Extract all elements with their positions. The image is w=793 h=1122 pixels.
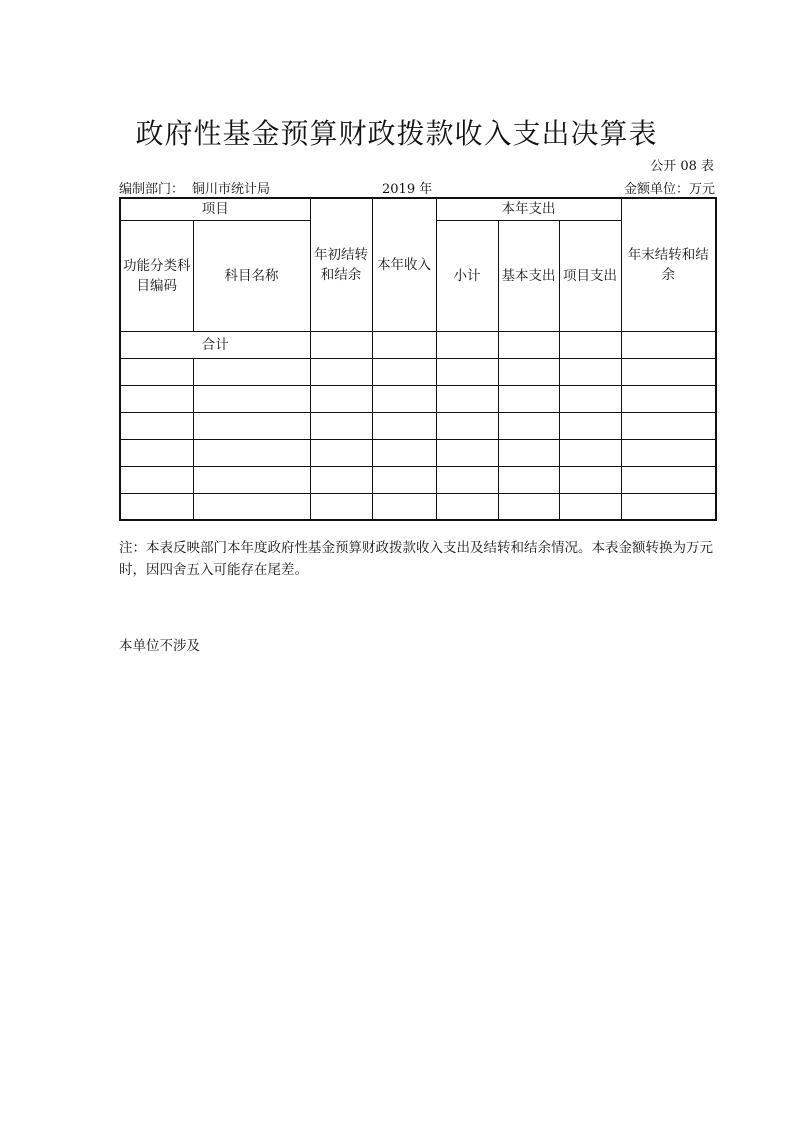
table-cell bbox=[193, 466, 310, 493]
table-cell bbox=[120, 412, 193, 439]
table-row bbox=[120, 412, 716, 439]
table-cell bbox=[120, 493, 193, 520]
table-cell bbox=[193, 358, 310, 385]
table-cell bbox=[621, 412, 716, 439]
table-cell bbox=[310, 466, 372, 493]
table-cell bbox=[372, 412, 436, 439]
table-cell bbox=[436, 358, 498, 385]
table-cell bbox=[436, 385, 498, 412]
table-cell bbox=[193, 439, 310, 466]
header-project: 项目 bbox=[120, 198, 310, 220]
budget-table bbox=[119, 197, 717, 521]
year-label: 2019 年 bbox=[382, 182, 433, 197]
table-cell bbox=[498, 439, 559, 466]
table-cell bbox=[498, 412, 559, 439]
table-cell bbox=[372, 493, 436, 520]
table-row bbox=[120, 385, 716, 412]
table-cell bbox=[498, 358, 559, 385]
table-cell bbox=[621, 358, 716, 385]
header-end-balance: 年末结转和结余 bbox=[621, 198, 716, 331]
table-cell bbox=[436, 331, 498, 358]
table-cell bbox=[120, 466, 193, 493]
table-cell bbox=[436, 439, 498, 466]
table-cell bbox=[193, 412, 310, 439]
table-cell bbox=[559, 358, 621, 385]
header-begin-balance: 年初结转和结余 bbox=[310, 198, 372, 331]
table-cell bbox=[436, 412, 498, 439]
meta-row bbox=[119, 178, 715, 196]
table-cell bbox=[372, 385, 436, 412]
table-cell bbox=[310, 358, 372, 385]
header-year-expense: 本年支出 bbox=[436, 198, 621, 220]
header-func-code: 功能分类科目编码 bbox=[120, 220, 193, 331]
table-cell bbox=[310, 331, 372, 358]
table-row bbox=[120, 439, 716, 466]
table-cell bbox=[621, 385, 716, 412]
table-cell bbox=[621, 493, 716, 520]
unit-label: 金额单位：万元 bbox=[623, 182, 715, 197]
table-cell bbox=[498, 466, 559, 493]
form-number: 公开 08 表 bbox=[650, 159, 714, 174]
header-year-income: 本年收入 bbox=[372, 198, 436, 331]
table-cell bbox=[559, 439, 621, 466]
table-cell bbox=[193, 385, 310, 412]
table-cell bbox=[559, 412, 621, 439]
table-cell bbox=[372, 466, 436, 493]
total-row bbox=[120, 331, 716, 358]
table-cell bbox=[498, 493, 559, 520]
table-cell bbox=[559, 466, 621, 493]
table-cell bbox=[559, 331, 621, 358]
table-note: 注：本表反映部门本年度政府性基金预算财政拨款收入支出及结转和结余情况。本表金额转换为万元时，因四舍五入可能存在尾差。 bbox=[119, 540, 713, 578]
table-cell bbox=[621, 439, 716, 466]
table-row bbox=[120, 493, 716, 520]
table-cell bbox=[310, 385, 372, 412]
table-row bbox=[120, 466, 716, 493]
table-cell bbox=[310, 439, 372, 466]
dept-info bbox=[119, 178, 270, 197]
table-cell bbox=[372, 331, 436, 358]
header-row-1 bbox=[120, 198, 716, 220]
table-cell bbox=[120, 358, 193, 385]
table-cell bbox=[120, 439, 193, 466]
table-cell bbox=[436, 493, 498, 520]
table-cell bbox=[310, 412, 372, 439]
table-cell bbox=[498, 331, 559, 358]
header-basic-expense: 基本支出 bbox=[498, 220, 559, 331]
table-cell bbox=[372, 439, 436, 466]
table-cell bbox=[310, 493, 372, 520]
header-subtotal: 小计 bbox=[436, 220, 498, 331]
total-label: 合计 bbox=[120, 331, 310, 358]
table-cell bbox=[498, 385, 559, 412]
table-cell bbox=[559, 385, 621, 412]
table-cell bbox=[621, 331, 716, 358]
table-cell bbox=[193, 493, 310, 520]
table-cell bbox=[120, 385, 193, 412]
table-cell bbox=[436, 466, 498, 493]
header-subject-name: 科目名称 bbox=[193, 220, 310, 331]
page-title: 政府性基金预算财政拨款收入支出决算表 bbox=[135, 117, 658, 150]
table-cell bbox=[559, 493, 621, 520]
table-row bbox=[120, 358, 716, 385]
header-project-expense: 项目支出 bbox=[559, 220, 621, 331]
dept-label: 编制部门： bbox=[119, 182, 185, 197]
table-cell bbox=[621, 466, 716, 493]
dept-value: 铜川市统计局 bbox=[192, 182, 271, 197]
not-involved-text: 本单位不涉及 bbox=[119, 638, 200, 654]
table-cell bbox=[372, 358, 436, 385]
